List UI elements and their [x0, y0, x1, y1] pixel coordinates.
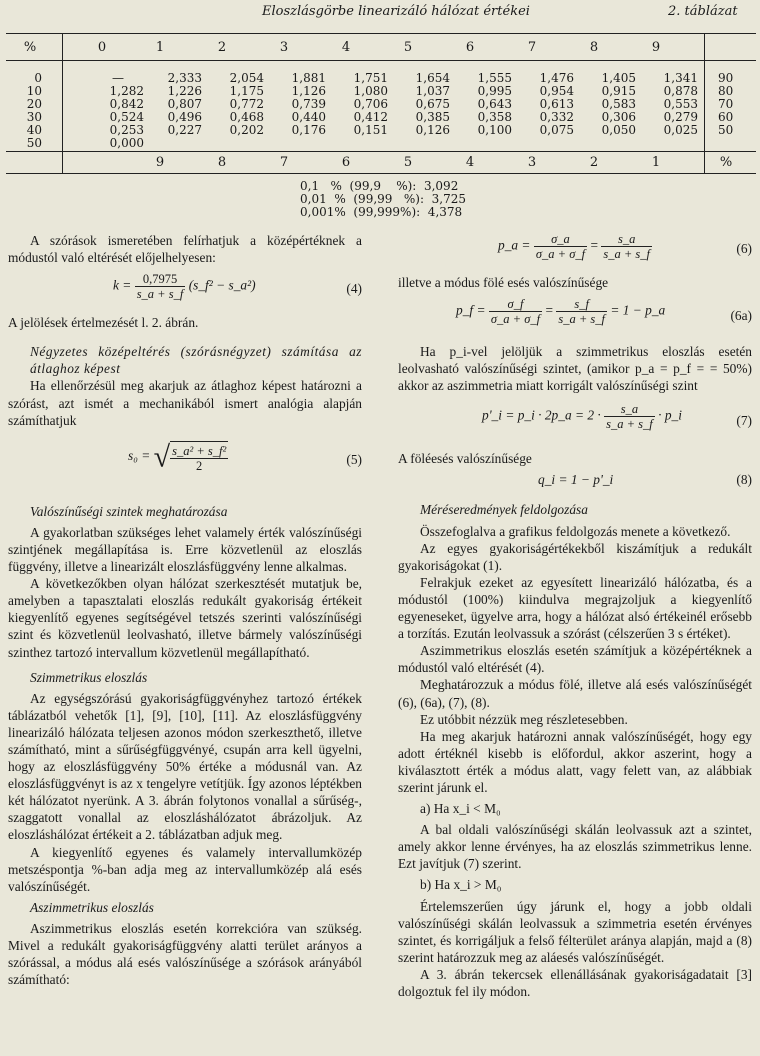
column-footer: 1 [651, 155, 661, 170]
table-cell: 1,037 [415, 84, 450, 98]
paragraph: A bal oldali valószínűségi skálán leolvassuk azt a szintet, amely akkor lenne érvényes, ha az eloszlás szimmetrikus lenne. Ezt javítjuk (7) szerint. [398, 822, 752, 872]
column-footer: 6 [341, 155, 351, 170]
table-cell: 1,654 [415, 71, 450, 85]
table-top-rule [6, 33, 756, 34]
row-label-left: 10 [26, 84, 42, 98]
column-header: 3 [279, 40, 289, 55]
table-cell: 1,126 [291, 84, 326, 98]
equation-6: p_a = $\frac{\sigma\_a}{\sigma\_a + \sigma\_f}$ = $\frac{s\_a}{s\_a + s\_f}$ (6) [498, 232, 752, 261]
fraction-numerator: σ_a [534, 232, 587, 247]
fraction [489, 297, 542, 326]
table-cell: 0,075 [539, 123, 574, 137]
table-cell: 0,202 [229, 123, 264, 137]
column-header: 2 [217, 40, 227, 55]
confidence-line: 0,01 % (99,99 %): 3,725 [300, 192, 466, 206]
row-label-left: 40 [26, 123, 42, 137]
row-label-left: 30 [26, 110, 42, 124]
paragraph: Ha meg akarjuk határozni annak valószínűségét, hogy egy adott értéknél kisebb is előfordul, akkor aszerint, hogy a kiválasztott érték a módus alatt, vagy felett van, az alábbiak szerint járunk el. [398, 728, 752, 795]
row-label-right: 70 [718, 97, 734, 111]
table-cell: 0,706 [353, 97, 388, 111]
column-header: 7 [527, 40, 537, 55]
section-heading: Szimmetrikus eloszlás [30, 669, 148, 685]
table-cell: 0,253 [109, 123, 144, 137]
fraction-numerator: s_a [604, 402, 655, 417]
equation-4 [8, 266, 362, 314]
section-heading: Valószínűségi szintek meghatározása [30, 503, 228, 519]
column-footer: 5 [403, 155, 413, 170]
table-left-divider [62, 33, 63, 173]
fraction [135, 272, 186, 301]
row-label-right: 90 [718, 71, 734, 85]
left-column [8, 232, 362, 988]
paragraph: A föléesés valószínűsége [398, 451, 532, 467]
fraction-numerator: s_f [556, 297, 607, 312]
table-cell: 0,842 [109, 97, 144, 111]
column-footer: 2 [589, 155, 599, 170]
column-header: 6 [465, 40, 475, 55]
table-right-divider [704, 33, 705, 173]
table-cell: 1,080 [353, 84, 388, 98]
paragraph: A szórások ismeretében felírhatjuk a középértéknek a módustól való eltérését előjelhelyesen: [8, 233, 362, 266]
table-cell: 0,583 [601, 97, 636, 111]
table-cell: 0,915 [601, 84, 636, 98]
fraction-numerator: s_a [601, 232, 652, 247]
equation-number: (5) [346, 451, 362, 467]
fraction [601, 232, 652, 261]
equation-7 [398, 394, 752, 450]
table-cell: 0,739 [291, 97, 326, 111]
section-heading: Négyzetes középeltérés (szórásnégyzet) számítása az átlaghoz képest [30, 344, 362, 377]
table-cell: — [112, 71, 124, 85]
table-corner-label: % [23, 40, 37, 55]
fraction-denominator: σ_a + σ_f [490, 312, 541, 327]
section-heading: Aszimmetrikus eloszlás [30, 899, 154, 915]
fraction [534, 232, 587, 261]
paragraph: Ha ellenőrzésül meg akarjuk az átlaghoz képest határozni a szórást, azt ismét a mechanikából ismert analógia alapján számíthatjuk [8, 378, 362, 428]
equation-number: (8) [736, 472, 752, 488]
table-title: Eloszlásgörbe linearizáló hálózat értékei [262, 4, 530, 19]
column-footer: 9 [155, 155, 165, 170]
column-footer: 4 [465, 155, 475, 170]
table-cell: 1,881 [291, 71, 326, 85]
table-cell: 0,643 [477, 97, 512, 111]
paragraph: A kiegyenlítő egyenes és valamely intervallumközép metszéspontja %-ban adja meg az intervallumközép alá esés valószínűségét. [8, 844, 362, 894]
section-heading: Méréseredmények feldolgozása [420, 502, 588, 518]
equation-lhs: k = [113, 277, 132, 293]
table-cell: 0,050 [601, 123, 636, 137]
paragraph: Aszimmetrikus eloszlás esetén számítjuk a középértéknek a módustól való eltérését (4). [398, 643, 752, 676]
equation-6a: p_f = $\frac{\sigma\_f}{\sigma\_a + \sigma\_f}$ = $\frac{s\_f}{s\_a + s\_f}$ = 1 − p_a (6a) [456, 297, 752, 327]
paragraph: Értelemszerűen úgy járunk el, hogy a jobb oldali valószínűségi skálán leolvassuk a szimmetria esetén érvényes szintet, és korrigáljuk a felső félterület aránya alapján, majd a (8) szerint határozzuk meg az aláesés valószínűségét. [398, 898, 752, 965]
table-cell: 1,476 [539, 71, 574, 85]
table-cell: 0,151 [353, 123, 388, 137]
equation-lhs: s₀ = [128, 447, 151, 463]
table-cell: 1,175 [229, 84, 264, 98]
row-label-left: 50 [26, 136, 42, 150]
paragraph: A gyakorlatban szükséges lehet valamely érték valószínűségi szintjének megállapítása is. Erre közvetlenül az eloszlás függvény, illetve a linearizált eloszlásfüggvény lenne alkalmas. [8, 524, 362, 575]
paragraph: Összefoglalva a grafikus feldolgozás menete a következő. [420, 523, 731, 539]
confidence-line: 0,1 % (99,9 %): 3,092 [300, 179, 459, 193]
table-cell: 1,405 [601, 71, 636, 85]
fraction [604, 402, 655, 431]
paragraph: Az egyes gyakoriságértékekből kiszámítjuk a redukált gyakoriságokat (1). [398, 540, 752, 573]
fraction-denominator: s_a + s_f [558, 312, 605, 327]
fraction-denominator: s_a + s_f [603, 247, 650, 261]
table-cell: 0,385 [415, 110, 450, 124]
table-cell: 0,279 [663, 110, 698, 124]
table-cell: 0,772 [229, 97, 264, 111]
column-footer: 8 [217, 155, 227, 170]
row-label-right: 80 [718, 84, 734, 98]
column-footer: 7 [279, 155, 289, 170]
case-heading: b) Ha x_i > M₀ [420, 877, 502, 893]
table-footer-corner: % [719, 155, 733, 170]
row-label-right: 60 [718, 110, 734, 124]
right-column [398, 232, 752, 1000]
table-cell: 0,100 [477, 123, 512, 137]
equation-5 [8, 429, 362, 503]
table-cell: 1,751 [353, 71, 388, 85]
equation-rhs: · p_i [658, 407, 682, 423]
paragraph: Felrakjuk ezeket az egyesített linearizáló hálózatba, és a módustól (100%) kiindulva megrajzoljuk a kiegyenlítő egyeneseket, ügyelve arra, hogy a hálózat alsó értékeinél erősebb a torzítás. Ezután leolvassuk a szórást (célszerűen 3 s értéket). [398, 574, 752, 642]
fraction-numerator: σ_f [489, 297, 542, 312]
table-footer-rule [6, 173, 756, 174]
fraction-denominator: s_a + s_f [606, 417, 653, 432]
table-cell: 0,000 [109, 136, 144, 150]
table-cell: 0,440 [291, 110, 326, 124]
table-cell: 0,878 [663, 84, 698, 98]
row-label-right: 50 [718, 123, 734, 137]
paragraph: Az egységszórású gyakoriságfüggvényhez tartozó értékek táblázatból vehetők [1], [9], [10], [11]. Az eloszlásfüggvény linearizáló hálózata teljesen azonos módon szerkeszthető, illetve számítható, mint a sűrűségfüggvényé, csupán arra kell ügyelni, hogy az eloszlásfüggvény 50% értéke a módusnál van. Az eloszlásfüggvényt is az x tengelyre vetítjük. Így azonos léptékben két hálózatot nyerünk. A 3. ábrán folytonos vonallal a sűrűség-, szaggatott vonallal az eloszláshálózatot ábrázoljuk. Az eloszláshálózat értékeit a 2. táblázatban adjuk meg. [8, 690, 362, 843]
table-cell: 0,332 [539, 110, 574, 124]
table-cell: 0,807 [167, 97, 202, 111]
paragraph: A jelölések értelmezését l. 2. ábrán. [8, 315, 199, 331]
fraction [556, 297, 607, 326]
table-cell: 1,282 [109, 84, 144, 98]
table-cell: 0,126 [415, 123, 450, 137]
row-label-left: 0 [34, 71, 42, 85]
table-label: 2. táblázat [668, 4, 738, 19]
column-header: 4 [341, 40, 351, 55]
table-cell: 0,995 [477, 84, 512, 98]
table-cell: 0,675 [415, 97, 450, 111]
paragraph: A 3. ábrán tekercsek ellenállásának gyakoriságadatait [3] dolgoztuk fel ily módon. [398, 966, 752, 999]
column-header: 9 [651, 40, 661, 55]
table-cell: 2,054 [229, 71, 264, 85]
equation-rhs: = 1 − p_a [610, 302, 666, 318]
fraction-denominator: 2 [196, 458, 203, 473]
equation-lhs: p'_i = p_i · 2p_a = 2 · [482, 407, 601, 423]
table-cell: 0,358 [477, 110, 512, 124]
equation-lhs: q_i = 1 − p'_i [538, 472, 614, 488]
equation-number: (6a) [730, 308, 752, 324]
table-cell: 0,227 [167, 123, 202, 137]
case-heading: a) Ha x_i < M₀ [420, 801, 501, 817]
paragraph: Meghatározzuk a módus fölé, illetve alá esés valószínűségét (6), (6a), (7), (8). [398, 677, 752, 710]
table-cell: 0,553 [663, 97, 698, 111]
equation-lhs: p_f = [456, 302, 486, 318]
table-cell: 1,226 [167, 84, 202, 98]
equation-lhs: p_a = [498, 237, 531, 253]
table-cell: 0,306 [601, 110, 636, 124]
paragraph: Ez utóbbit nézzük meg részletesebben. [420, 711, 628, 727]
fraction-numerator: s_a² + s_f² [172, 443, 227, 458]
table-cell: 0,613 [539, 97, 574, 111]
table-cell: 2,333 [167, 71, 202, 85]
paragraph: illetve a módus fölé esés valószínűsége [398, 275, 609, 290]
table-cell: 1,555 [477, 71, 512, 85]
fraction-denominator: σ_a + σ_f [535, 247, 586, 261]
paragraph: Ha p_i-vel jelöljük a szimmetrikus eloszlás esetén leolvasható valószínűségi szintet, (amikor p_a = p_f = = 50%) akkor az aszimmetria miatt korrigált valószínűségi szint [398, 344, 752, 394]
sqrt-icon: √ [153, 440, 171, 474]
table-cell: 0,025 [663, 123, 698, 137]
row-label-left: 20 [26, 97, 42, 111]
equation-number: (7) [736, 413, 752, 429]
table-cell: 0,176 [291, 123, 326, 137]
column-footer: 3 [527, 155, 537, 170]
table-bottom-rule [6, 151, 756, 152]
equation-8 [398, 467, 752, 501]
equation-number: (4) [346, 281, 362, 297]
table-cell: 0,496 [167, 110, 202, 124]
paragraph: Aszimmetrikus eloszlás esetén korrekcióra van szükség. Mivel a redukált gyakoriságfüggvény alatti terület arányos a szórással, a módus alá esés valószínűsége a szórások arányából számítható: [8, 920, 362, 988]
table-cell: 0,412 [353, 110, 388, 124]
table-cell: 0,468 [229, 110, 264, 124]
paragraph: A következőkben olyan hálózat szerkesztését mutatjuk be, amelyben a tapasztalati eloszlás redukált gyakoriság értékeit kiegyenlítő egyenes segítségével tetszés szerinti valószínűségi szint és közvetlenül leolvasható, illetve bármely valószínűségi szinthez tartozó intervallum közvetlenül megállapítható. [8, 576, 362, 660]
confidence-line: 0,001% (99,999%): 4,378 [300, 205, 463, 219]
table-cell: 1,341 [663, 71, 698, 85]
fraction-numerator: 0,7975 [135, 272, 186, 287]
fraction [170, 441, 228, 473]
column-header: 1 [155, 40, 165, 55]
column-header: 8 [589, 40, 599, 55]
equation-number: (6) [736, 241, 752, 256]
table-cell: 0,954 [539, 84, 574, 98]
table-header-rule [6, 60, 756, 61]
column-header: 5 [403, 40, 413, 55]
fraction-denominator: s_a + s_f [136, 287, 184, 302]
column-header: 0 [97, 40, 107, 55]
equation-rhs: (s_f² − s_a²) [188, 277, 256, 293]
table-cell: 0,524 [109, 110, 144, 124]
